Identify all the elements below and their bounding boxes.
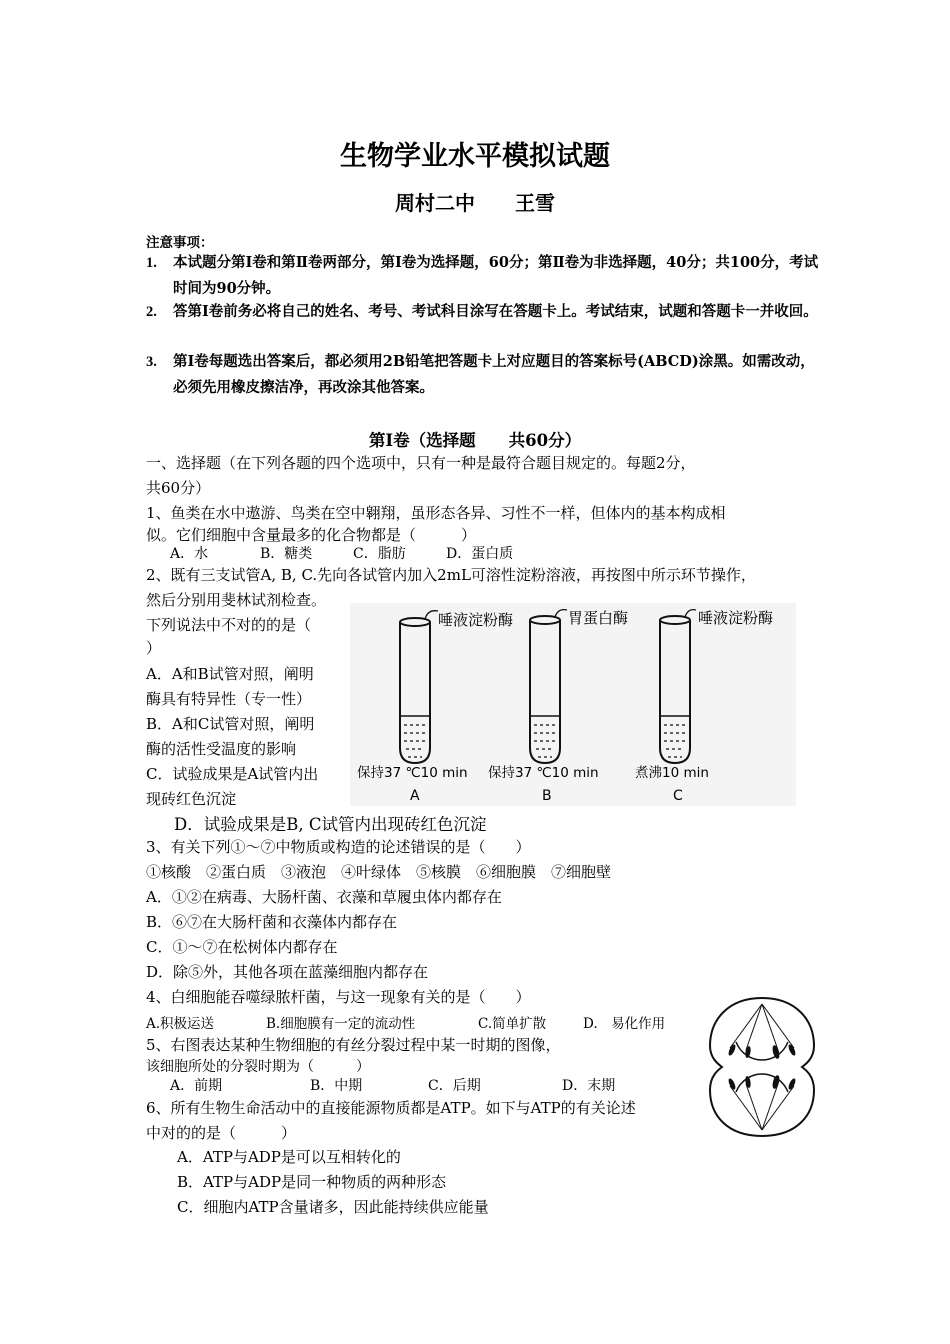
tube-b-letter: B [542, 788, 552, 804]
notice-item-3 [146, 349, 826, 401]
option-a: A．A和B试管对照，阐明 [146, 665, 314, 683]
notice-number: 1. [146, 255, 157, 271]
option-d: D．蛋白质 [446, 546, 514, 562]
option-a: A．ATP与ADP是可以互相转化的 [177, 1148, 401, 1166]
option-c: C．后期 [428, 1078, 481, 1094]
option-d: D. 易化作用 [583, 1016, 666, 1032]
option-b: B．A和C试管对照，阐明 [146, 715, 315, 733]
notice-item-2 [146, 299, 826, 351]
option-b: B．ATP与ADP是同一种物质的两种形态 [177, 1173, 447, 1191]
intro-line: 共60分） [146, 479, 211, 497]
tube-c-label: 唾液淀粉酶 [698, 609, 774, 627]
option-c: C.简单扩散 [478, 1016, 547, 1032]
question-stem: 3、有关下列①～⑦中物质或构造的论述错误的是（ ） [146, 838, 531, 856]
question-stem: 该细胞所处的分裂时期为（ ） [146, 1059, 370, 1075]
notice-text: 答第Ⅰ卷前务必将自己的姓名、考号、考试科目涂写在答题卡上。考试结束，试题和答题卡一并收回。 [173, 303, 818, 320]
author-line: 周村二中 王雪 [395, 191, 555, 215]
option-b-cont: 酶的活性受温度的影响 [146, 740, 297, 758]
option-a: A．①②在病毒、大肠杆菌、衣藻和草履虫体内都存在 [146, 888, 502, 906]
test-tube-figure [350, 603, 796, 806]
question-stem: 4、白细胞能吞噬绿脓杆菌，与这一现象有关的是（ ） [146, 988, 531, 1006]
tube-b-condition: 保持37 ℃10 min [488, 765, 599, 781]
option-c: C．①～⑦在松树体内都存在 [146, 938, 338, 956]
notice-text: 本试题分第Ⅰ卷和第Ⅱ卷两部分，第Ⅰ卷为选择题，60分；第Ⅱ卷为非选择题，40分；共100分，考试时间为90分钟。 [173, 254, 819, 297]
question-stem: 6、所有生物生命活动中的直接能源物质都是ATP。如下与ATP的有关论述 [146, 1099, 636, 1117]
question-stem: 2、既有三支试管A, B, C.先向各试管内加入2mL可溶性淀粉溶液，再按图中所示环节操作， [146, 566, 756, 584]
question-stem: 5、右图表达某种生物细胞的有丝分裂过程中某一时期的图像， [146, 1036, 561, 1054]
notice-item-1 [146, 250, 826, 302]
question-stem: 中对的的是（ ） [146, 1124, 297, 1142]
cell-division-figure [706, 994, 818, 1140]
notice-number: 3. [146, 354, 157, 370]
notice-number: 2. [146, 304, 157, 320]
intro-line: 一、选择题（在下列各题的四个选项中，只有一种是最符合题目规定的。每题2分， [146, 454, 696, 472]
notice-heading: 注意事项： [146, 235, 214, 251]
question-stem: 似。它们细胞中含量最多的化合物都是（ ） [146, 526, 477, 544]
option-a: A．水 [170, 546, 209, 562]
tube-a-letter: A [410, 788, 420, 804]
question-stem: ） [146, 639, 162, 657]
page-title: 生物学业水平模拟试题 [340, 141, 610, 172]
option-a: A.积极运送 [146, 1016, 215, 1032]
option-d: D．试验成果是B, C试管内出现砖红色沉淀 [174, 815, 487, 834]
option-b: B.细胞膜有一定的流动性 [266, 1016, 416, 1032]
option-c: C．脂肪 [353, 546, 406, 562]
option-a-cont: 酶具有特异性（专一性） [146, 690, 312, 708]
tube-c-condition: 煮沸10 min [635, 765, 709, 781]
option-a: A．前期 [170, 1078, 223, 1094]
option-c: C．细胞内ATP含量诸多，因此能持续供应能量 [177, 1198, 489, 1216]
option-b: B．中期 [310, 1078, 363, 1094]
tube-c-letter: C [673, 788, 683, 804]
question-items: ①核酸 ②蛋白质 ③液泡 ④叶绿体 ⑤核膜 ⑥细胞膜 ⑦细胞壁 [146, 863, 612, 881]
notice-text: 第Ⅰ卷每题选出答案后，都必须用2B铅笔把答题卡上对应题目的答案标号(ABCD)涂黑。如需改动，必须先用橡皮擦洁净，再改涂其他答案。 [173, 353, 815, 396]
tube-a-condition: 保持37 ℃10 min [357, 765, 468, 781]
option-b: B．糖类 [260, 546, 313, 562]
option-c: C．试验成果是A试管内出 [146, 765, 319, 783]
option-c-cont: 现砖红色沉淀 [146, 790, 237, 808]
tube-a-label: 唾液淀粉酶 [438, 611, 514, 629]
question-stem: 然后分别用斐林试剂检查。 [146, 591, 327, 609]
question-stem: 1、鱼类在水中遨游、鸟类在空中翱翔，虽形态各异、习性不一样，但体内的基本构成相 [146, 504, 726, 522]
question-stem: 下列说法中不对的的是（ [146, 616, 312, 634]
tube-b-label: 胃蛋白酶 [568, 609, 629, 627]
option-d: D．末期 [562, 1078, 616, 1094]
section-title: 第Ⅰ卷（选择题 共60分） [368, 431, 582, 450]
option-d: D．除⑤外，其他各项在蓝藻细胞内都存在 [146, 963, 429, 981]
option-b: B．⑥⑦在大肠杆菌和衣藻体内都存在 [146, 913, 398, 931]
